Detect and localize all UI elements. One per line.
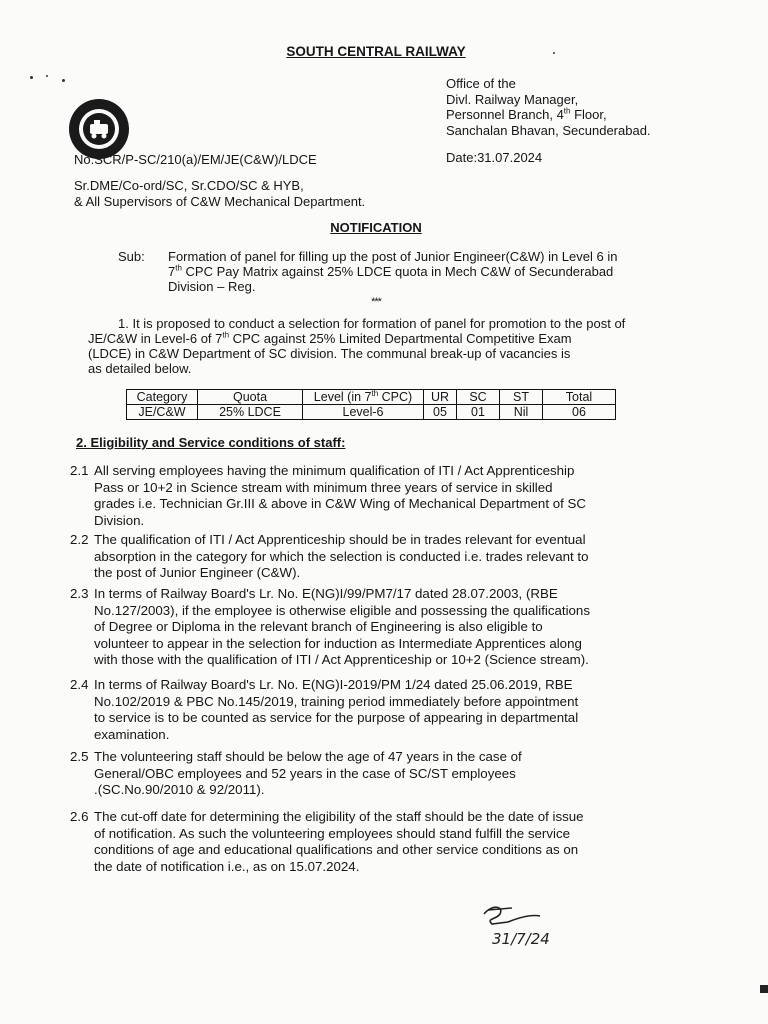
item-line: of Degree or Diploma in the relevant branch of Engineering is also eligible to [94,619,543,634]
table-cell: 05 [424,405,457,420]
item-number: 2.5 [70,749,89,764]
vacancy-table [126,389,616,420]
reference-number: No.SCR/P-SC/210(a)/EM/JE(C&W)/LDCE [74,152,317,167]
item-line: absorption in the category for which the selection is conducted i.e. trades relevant to [94,548,589,564]
table-cell: 01 [457,405,500,420]
subject-part: CPC Pay Matrix against 25% LDCE quota in Mech C&W of Secunderabad [181,264,614,279]
item-number: 2.2 [70,532,89,547]
table-cell: JE/C&W [127,405,198,420]
superscript: th [222,330,230,340]
office-line: Divl. Railway Manager, [446,91,579,107]
table-header: Quota [198,390,303,405]
table-header [303,390,424,405]
item-line: In terms of Railway Board's Lr. No. E(NG)I/99/PM7/17 dated 28.07.2003, (RBE [94,586,558,601]
superscript: th [371,388,379,398]
table-header: Total [543,390,616,405]
para-line: as detailed below. [88,361,192,376]
para-part: CPC against 25% Limited Departmental Competitive Exam [229,331,572,346]
handwritten-signature [478,900,568,950]
recipient-line: Sr.DME/Co-ord/SC, Sr.CDO/SC & HYB, [74,178,304,193]
item-line: No.102/2019 & PBC No.145/2019, training period immediately before appointment [94,693,579,709]
item-line: volunteer to appear in the selection for induction as Intermediate Apprentices along [94,635,582,651]
item-line: The cut-off date for determining the eligibility of the staff should be the date of issue [94,809,584,824]
table-cell: 06 [543,405,616,420]
item-number: 2.6 [70,809,89,824]
item-line: to service is to be counted as service for the purpose of appearing in departmental [94,710,579,725]
eligibility-item-2-6 [70,809,584,875]
table-cell: Level-6 [303,405,424,420]
office-line: Sanchalan Bhavan, Secunderabad. [446,122,651,138]
superscript: th [563,106,571,116]
subject-line: Formation of panel for filling up the post of Junior Engineer(C&W) in Level 6 in [168,249,618,264]
superscript: th [175,263,182,273]
eligibility-item-2-3 [70,586,590,669]
para-line: (LDCE) in C&W Department of SC division. The communal break-up of vacancies is [88,346,571,361]
subject-part: 7 [168,264,176,279]
office-line: Office of the [446,76,516,91]
office-line [446,107,651,123]
item-line: The volunteering staff should be below the age of 47 years in the case of [94,749,522,764]
subject-label: Sub: [118,249,145,264]
scan-speck [30,76,33,79]
para-part: JE/C&W in Level-6 of 7 [88,331,223,346]
office-line-part: Personnel Branch, 4 [446,107,564,122]
item-line: In terms of Railway Board's Lr. No. E(NG)I-2019/PM 1/24 dated 25.06.2019, RBE [94,677,573,692]
eligibility-item-2-4 [70,677,579,743]
table-cell: 25% LDCE [198,405,303,420]
table-header: UR [424,390,457,405]
header-part: CPC) [378,390,413,404]
table-cell: Nil [500,405,543,420]
scan-speck [46,75,48,77]
item-number: 2.1 [70,463,89,478]
recipients [74,178,365,209]
item-line: grades i.e. Technician Gr.III & above in C&W Wing of Mechanical Department of SC [94,496,586,511]
item-line: with those with the qualification of ITI / Act Apprenticeship or 10+2 (Science stream). [94,652,589,667]
signature-date: 31/7/24 [492,930,550,948]
office-address [446,76,651,138]
item-line: of notification. As such the volunteering employees should stand fulfill the service [94,825,571,841]
table-row [127,405,616,420]
table-header: Category [127,390,198,405]
item-line: the date of notification i.e., as on 15.07.2024. [94,858,360,874]
item-line: The qualification of ITI / Act Apprenticeship should be in trades relevant for eventual [94,532,586,547]
eligibility-item-2-5 [70,749,522,799]
separator: *** [371,296,381,308]
scan-speck [62,79,65,82]
scan-edge-mark [760,985,768,993]
office-line-part: Floor, [570,107,607,122]
recipient-line: & All Supervisors of C&W Mechanical Department. [74,193,366,209]
item-number: 2.4 [70,677,89,692]
eligibility-item-2-1 [70,463,586,529]
table-header: ST [500,390,543,405]
paragraph-1 [88,316,625,376]
subject-line [168,264,688,279]
subject-text [168,249,688,294]
item-line: Pass or 10+2 in Science stream with minimum three years of service in skilled [94,479,553,495]
header-part: Level (in 7 [313,390,372,404]
para-line: 1. It is proposed to conduct a selection for formation of panel for promotion to the post of [118,316,626,331]
item-line: General/OBC employees and 52 years in the case of SC/ST employees [94,765,516,781]
para-line [88,331,625,346]
table-header-row [127,390,616,405]
item-line: Division. [94,512,145,528]
item-line: the post of Junior Engineer (C&W). [94,565,301,580]
section-2-heading: 2. Eligibility and Service conditions of staff: [76,435,346,450]
item-line: examination. [94,726,170,742]
railway-logo [68,98,130,160]
document-title: SOUTH CENTRAL RAILWAY [286,44,466,59]
item-line: conditions of age and educational qualifications and other service conditions as on [94,842,579,857]
notification-heading: NOTIFICATION [330,220,422,235]
item-line: No.127/2003), if the employee is otherwise eligible and possessing the qualifications [94,602,590,618]
subject-line: Division – Reg. [168,279,256,294]
item-line: All serving employees having the minimum qualification of ITI / Act Apprenticeship [94,463,575,478]
letter-date: Date:31.07.2024 [446,150,543,165]
eligibility-item-2-2 [70,532,589,582]
table-header: SC [457,390,500,405]
item-number: 2.3 [70,586,89,601]
item-line: .(SC.No.90/2010 & 92/2011). [94,782,265,797]
